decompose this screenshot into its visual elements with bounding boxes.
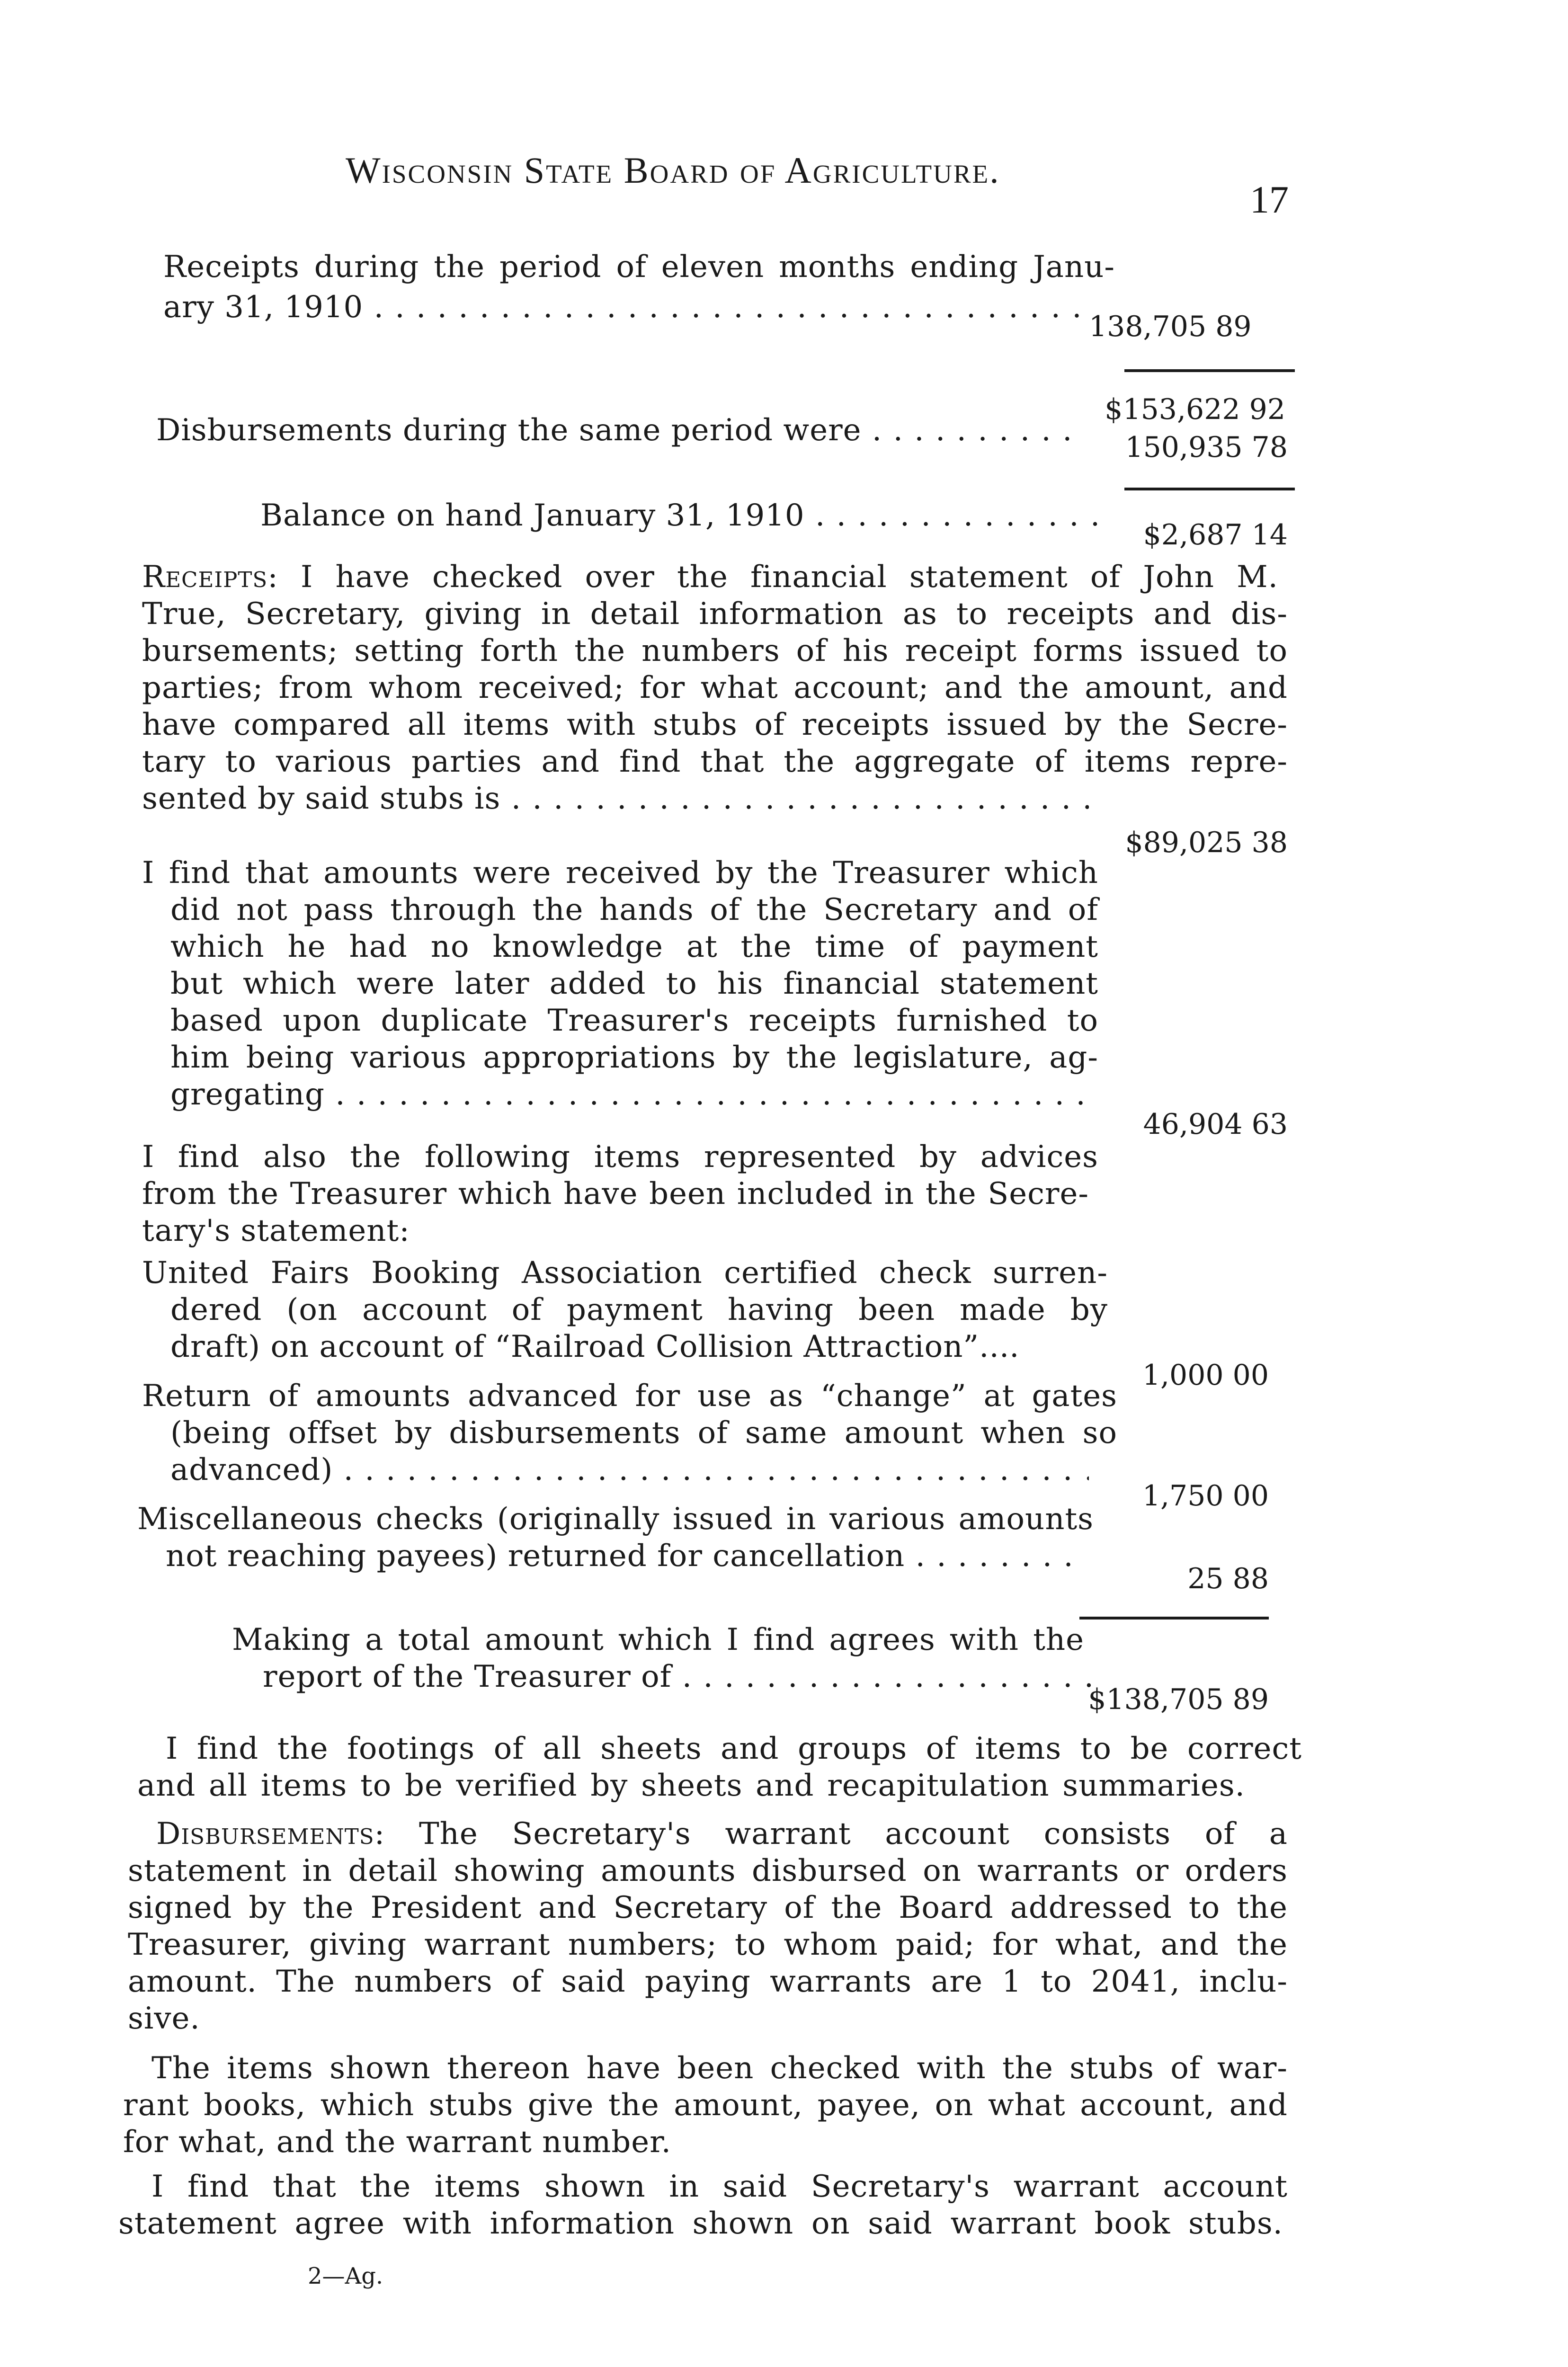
item-2-amount: 1,750 00 [1142,1479,1269,1513]
disbursements-heading: Disbursements: [156,1816,385,1851]
running-header [346,149,1150,192]
receipts-line-1: Receipts during the period of eleven months ending Janu- [163,249,1115,285]
treasurer-text-4: based upon duplicate Treasurer's receipts furnished to [170,1003,1098,1038]
receipts-paragraph [142,559,1302,817]
receipts-text-5: tary to various parties and find that the aggregate of items repre- [142,744,1288,779]
subtotal-amount: $153,622 92 [1105,393,1285,426]
footings-paragraph [137,1730,1302,1804]
item-2 [142,1378,1136,1488]
item-2-text-2: advanced) . . . [170,1451,1089,1488]
disbursements-text-3: Treasurer, giving warrant numbers; to whom paid; for what, and the [128,1927,1288,1962]
stubs-paragraph [123,2050,1288,2161]
disbursements-first-line [156,1815,1288,1852]
rule-1 [1124,369,1295,372]
rule-3 [1079,1617,1269,1620]
advices-text-0: I find also the following items represented by advices [142,1139,1098,1175]
warrant-text-1: statement agree with information shown on said warrant book stubs. [118,2206,1283,2241]
disbursements-text-2: signed by the President and Secretary of the Board addressed to the [128,1890,1288,1925]
receipts-text-3: parties; from whom received; for what account; and the amount, and [142,670,1288,705]
page-number: 17 [1250,178,1289,221]
item-3-amount: 25 88 [1187,1562,1269,1595]
balance-label: Balance on hand January 31, 1910 . . . [260,497,1098,534]
item-1-text-1: dered (on account of payment having been made by [170,1292,1108,1327]
rule-2 [1124,488,1295,490]
stubs-amount: $89,025 38 [1125,826,1288,859]
footings-text-0: I find the footings of all sheets and groups of items to be correct [166,1731,1302,1766]
receipts-text-2: bursements; setting forth the numbers of his receipt forms issued to [142,633,1288,668]
item-2-text-1: (being offset by disbursements of same amount when so [170,1415,1117,1450]
treasurer-text-3: but which were later added to his financial statement [170,966,1098,1001]
disbursements-text-1: statement in detail showing amounts disbursed on warrants or orders [128,1853,1288,1888]
total-text-0: Making a total amount which I find agrees with the [232,1622,1084,1657]
warrant-paragraph [118,2168,1288,2242]
receipts-line-2: ary 31, 1910 . . . [163,289,1084,326]
total-text-1: report of the Treasurer of . . . [263,1658,1096,1695]
disbursements-text-5: sive. [128,2001,200,2036]
item-1-text-0: United Fairs Booking Association certified check surren- [142,1255,1108,1290]
treasurer-paragraph [142,854,1113,1113]
receipts-amount: 138,705 89 [1089,310,1252,343]
disbursements-text-4: amount. The numbers of said paying warrants are 1 to 2041, inclu- [128,1964,1288,1999]
receipts-first-line [142,559,1278,596]
total-amount: $138,705 89 [1088,1683,1269,1716]
disbursements-paragraph [128,1815,1288,2037]
receipts-text-4: have compared all items with stubs of receipts issued by the Secre- [142,707,1288,742]
item-1 [142,1255,1136,1365]
aggregating-amount: 46,904 63 [1143,1108,1288,1141]
aggregating-label: gregating . . . [170,1076,1089,1113]
advices-text-1: from the Treasurer which have been included in the Secre- [142,1176,1089,1211]
item-1-amount: 1,000 00 [1142,1359,1269,1392]
header-title: Wisconsin State Board of Agriculture. [346,150,1000,191]
stubs-label: sented by said stubs is . . . [142,780,1089,817]
stubs-text-1: rant books, which stubs give the amount, payee, on what account, and [123,2088,1288,2123]
advices-text-2: tary's statement: [142,1213,410,1248]
disbursements-text-0: The Secretary's warrant account consists of a [419,1816,1288,1851]
stubs-text-0: The items shown thereon have been checked with the stubs of war- [151,2051,1288,2086]
item-3-text-1: not reaching payees) returned for cancellation . . . [166,1538,1084,1575]
treasurer-text-5: him being various appropriations by the legislature, ag- [170,1040,1098,1075]
total-paragraph [232,1621,1131,1695]
receipts-text-1: True, Secretary, giving in detail information as to receipts and dis- [142,596,1288,632]
disbursements-label: Disbursements during the same period were . . . [156,412,1084,449]
advices-paragraph [142,1139,1113,1249]
item-3 [137,1501,1131,1575]
item-1-text-2: draft) on account of “Railroad Collision Attraction”.... [170,1329,1020,1364]
signature-mark: 2—Ag. [308,2263,383,2289]
receipts-heading: Receipts: [142,560,278,595]
disbursements-amount: 150,935 78 [1125,431,1288,464]
stubs-text-2: for what, and the warrant number. [123,2125,671,2160]
treasurer-text-1: did not pass through the hands of the Secretary and of [170,892,1098,927]
item-2-text-0: Return of amounts advanced for use as “change” at gates [142,1379,1117,1414]
footings-text-1: and all items to be verified by sheets and recapitulation summaries. [137,1768,1245,1803]
treasurer-text-0: I find that amounts were received by the Treasurer which [142,855,1098,890]
treasurer-text-2: which he had no knowledge at the time of payment [170,929,1098,964]
warrant-text-0: I find that the items shown in said Secretary's warrant account [151,2169,1288,2204]
receipts-text-0: I have checked over the financial statement of John M. [300,560,1279,595]
balance-amount: $2,687 14 [1143,518,1288,552]
item-3-text-0: Miscellaneous checks (originally issued in various amounts [137,1502,1094,1537]
